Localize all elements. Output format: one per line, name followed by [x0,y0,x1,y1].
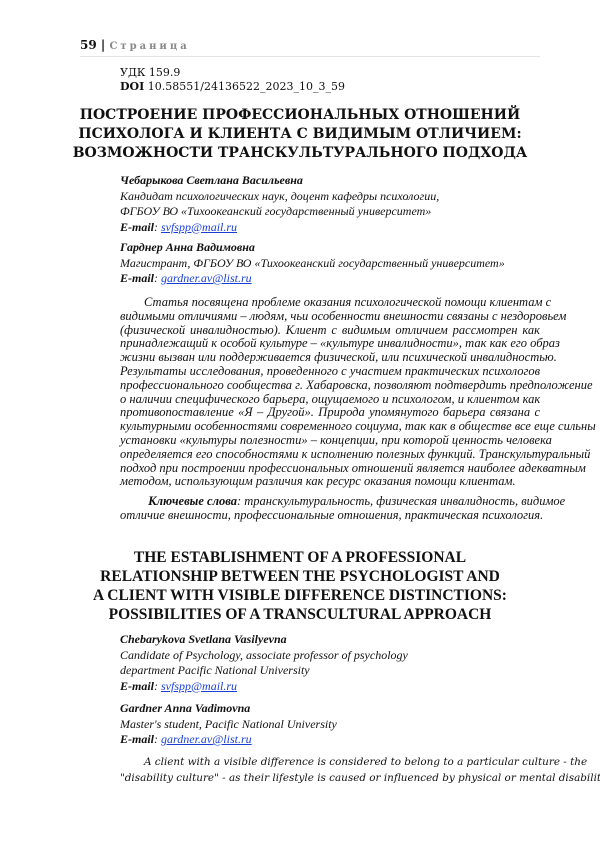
author-en-2: Gardner Anna Vadimovna Master's student, Pacific National University E-mail: gardner.av@list.ru [120,701,337,748]
abstract-line: профессионального сообщества г. Хабаровска, позволяют подтвердить предположение [120,379,540,393]
header-divider [80,56,540,57]
abstract-en [120,755,540,786]
page-number: 59 [80,38,97,52]
author-affiliation: Master's student, Pacific National University [120,717,337,733]
title-ru [60,106,540,163]
email-link[interactable]: gardner.av@list.ru [161,732,252,746]
title-en [60,548,540,624]
author-en-1: Chebarykova Svetlana Vasilyevna Candidate of Psychology, associate professor of psychology department Pacific National University E-mail: svfspp@mail.ru [120,632,408,694]
email-label: E-mail [120,220,154,234]
author-ru-2: Гарднер Анна Вадимовна Магистрант, ФГБОУ ВО «Тихоокеанский государственный университет» E-mail: gardner.av@list.ru [120,240,505,287]
author-name: Гарднер Анна Вадимовна [120,240,255,254]
email-label: E-mail [120,679,154,693]
title-line: ВОЗМОЖНОСТИ ТРАНСКУЛЬТУРАЛЬНОГО ПОДХОДА [60,144,540,163]
keywords-label: Ключевые слова [148,494,237,508]
udc: УДК 159.9 [120,66,180,79]
title-line: POSSIBILITIES OF A TRANSCULTURAL APPROACH [60,605,540,624]
abstract-line: о наличии специфического барьера, ощущаемого и психологом, и клиентом как [120,393,540,407]
abstract-line: Результаты исследования, проведенного с участием практических психологов [120,365,540,379]
title-line: A CLIENT WITH VISIBLE DIFFERENCE DISTINCTIONS: [60,586,540,605]
author-name: Чебарыкова Светлана Васильевна [120,173,303,187]
abstract-line: "disability culture" - as their lifestyle is caused or influenced by physical or mental disability. [120,771,540,787]
email-label: E-mail [120,732,154,746]
abstract-line: видимыми отличиями – людям, чьи особенности внешности связаны с нездоровьем [120,310,540,324]
abstract-line: установки «культуры полезности» – концепции, при которой ценность человека [120,434,540,448]
abstract-line: подход при построении профессиональных отношений является наиболее адекватным [120,462,540,476]
author-affiliation: department Pacific National University [120,663,408,679]
abstract-line: противопоставление «Я – Другой». Природа упомянутого барьера связана с [120,406,540,420]
abstract-line: определяется его способностями к исполнению полезных функций. Транскультуральный [120,448,540,462]
author-name: Chebarykova Svetlana Vasilyevna [120,632,287,646]
title-line: RELATIONSHIP BETWEEN THE PSYCHOLOGIST AND [60,567,540,586]
email-label: E-mail [120,271,154,285]
author-affiliation: ФГБОУ ВО «Тихоокеанский государственный университет» [120,204,439,220]
keywords-text: транскультуральность, физическая инвалидность, видимое [244,494,565,508]
keywords-ru: Ключевые слова: транскультуральность, физическая инвалидность, видимое отличие внешности, профессиональные отношения, практическая психология. [120,495,540,523]
abstract-line: A client with a visible difference is considered to belong to a particular culture - the [120,755,540,771]
abstract-line: культурными особенностями современного социума, так как в обществе все еще сильны [120,420,540,434]
title-line: THE ESTABLISHMENT OF A PROFESSIONAL [60,548,540,567]
title-line: ПСИХОЛОГА И КЛИЕНТА С ВИДИМЫМ ОТЛИЧИЕМ: [60,125,540,144]
page-header [80,38,190,52]
author-affiliation: Кандидат психологических наук, доцент кафедры психологии, [120,189,439,205]
email-link[interactable]: svfspp@mail.ru [161,679,237,693]
abstract-line: (физической инвалидностью). Клиент с видимым отличием рассмотрен как [120,324,540,338]
abstract-line: жизни вызван или поддерживается физической, или психической инвалидностью. [120,351,540,365]
doi [120,80,345,93]
doi-value: 10.58551/24136522_2023_10_3_59 [148,80,345,93]
abstract-line: принадлежащий к особой культуре – «культуре инвалидности», так как его образ [120,337,540,351]
abstract-line: Статья посвящена проблеме оказания психологической помощи клиентам с [120,296,540,310]
author-affiliation: Магистрант, ФГБОУ ВО «Тихоокеанский государственный университет» [120,256,505,272]
email-link[interactable]: gardner.av@list.ru [161,271,252,285]
doi-label: DOI [120,80,144,93]
author-affiliation: Candidate of Psychology, associate professor of psychology [120,648,408,664]
author-name: Gardner Anna Vadimovna [120,701,250,715]
author-ru-1: Чебарыкова Светлана Васильевна Кандидат психологических наук, доцент кафедры психологии, ФГБОУ ВО «Тихоокеанский государственный университет» E-mail: svfspp@mail.ru [120,173,439,235]
abstract-ru [120,296,540,489]
header-label: Страница [109,41,189,52]
title-line: ПОСТРОЕНИЕ ПРОФЕССИОНАЛЬНЫХ ОТНОШЕНИЙ [60,106,540,125]
header-separator: | [101,38,105,52]
keywords-text: отличие внешности, профессиональные отношения, практическая психология. [120,509,540,523]
email-link[interactable]: svfspp@mail.ru [161,220,237,234]
abstract-line: методом, использующим различия как ресурс оказания помощи клиентам. [120,475,540,489]
